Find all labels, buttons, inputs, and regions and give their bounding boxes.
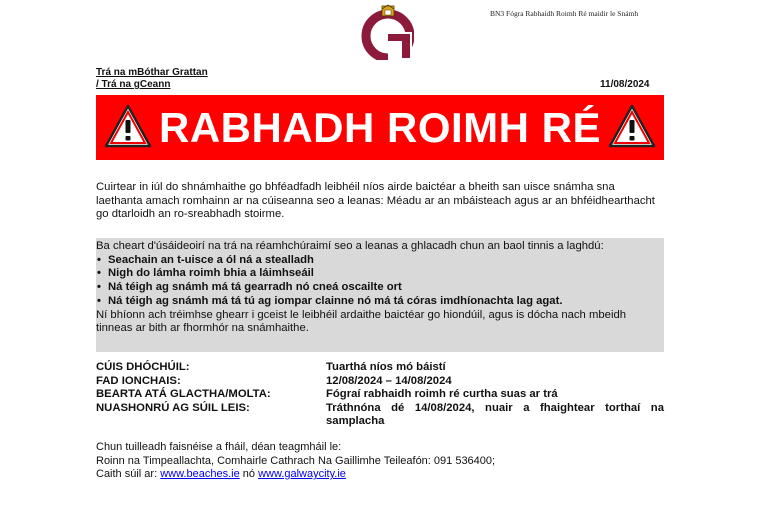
contact-line-2: Roinn na Timpeallachta, Comhairle Cathrach Na Gaillimhe Teileafón: 091 536400;: [96, 454, 496, 467]
location-line-2: / Trá na gCeann: [96, 79, 171, 90]
details-value: Fógraí rabhaidh roimh ré curtha suas ar trá: [326, 388, 558, 400]
details-row: [96, 402, 664, 429]
warning-banner: [96, 95, 664, 160]
details-row: [96, 388, 664, 402]
details-table: [96, 361, 664, 429]
advice-item: • Ná téigh ag snámh má tá tú ag iompar clainne nó má tá córas imdhíonachta lag agat.: [96, 295, 664, 309]
galway-city-council-logo-icon: [358, 4, 414, 60]
contact-info: [96, 441, 664, 482]
details-key: FAD IONCHAIS:: [96, 374, 181, 387]
contact-line-3: [96, 468, 664, 482]
contact-separator: nó: [239, 468, 259, 480]
intro-paragraph: Cuirtear in iúl do shnámhaithe go bhféadfadh leibhéil níos airde baictéar a bheith san uisce snámha sna laethanta amach romhainn ar na cúiseanna seo a leanas: Méadu ar an mbáisteach agus ar an bhféidhearthacht go dtarloidh an ro-sreabhadh stoirme.: [96, 181, 655, 220]
location-line-1: Trá na mBóthar Grattan: [96, 67, 208, 78]
advice-list: [96, 254, 664, 309]
notice-date: 11/08/2024: [600, 79, 650, 90]
details-value: 12/08/2024 – 14/08/2024: [326, 374, 452, 387]
details-key: NUASHONRÚ AG SÚIL LEIS:: [96, 401, 250, 414]
details-value: Tráthnóna dé 14/08/2024, nuair a fhaightear torthaí na samplacha: [326, 401, 664, 427]
beaches-link[interactable]: www.beaches.ie: [160, 468, 240, 480]
advice-item: • Seachain an t-uisce a ól ná a stealladh: [96, 254, 664, 268]
advice-item: • Nigh do lámha roimh bhia a láimhseáil: [96, 267, 664, 281]
details-value: Tuarthá níos mó báistí: [326, 361, 446, 373]
details-row: [96, 361, 664, 375]
beach-location: [96, 67, 208, 91]
banner-title: RABHADH ROIMH RÉ: [159, 104, 601, 151]
advice-footer: Ní bhíonn ach tréimhse ghearr i gceist le leibhéil ardaithe baictéar go hiondúil, agus is dócha nach mbeidh tinneas ar bith ar fhormhór na snámhaithe.: [96, 308, 627, 335]
details-key: CÚIS DHÓCHÚIL:: [96, 361, 190, 373]
details-key: BEARTA ATÁ GLACTHA/MOLTA:: [96, 388, 271, 400]
galwaycity-link[interactable]: www.galwaycity.ie: [258, 468, 346, 480]
details-row: [96, 375, 664, 389]
advice-lead: Ba cheart d'úsáideoirí na trá na réamhchúraimí seo a leanas a ghlacadh chun an baol tinnis a laghdú:: [96, 240, 604, 252]
warning-triangle-icon: [608, 103, 656, 149]
document-reference: BN3 Fógra Rabhaidh Roimh Ré maidir le Snámh: [490, 9, 639, 18]
advice-item: • Ná téigh ag snámh má tá gearradh nó cneá oscailte ort: [96, 281, 664, 295]
contact-prefix: Caith súil ar:: [96, 468, 161, 480]
advice-box: [96, 240, 664, 336]
contact-line-1: Chun tuilleadh faisnéise a fháil, déan teagmháil le:: [96, 441, 342, 453]
